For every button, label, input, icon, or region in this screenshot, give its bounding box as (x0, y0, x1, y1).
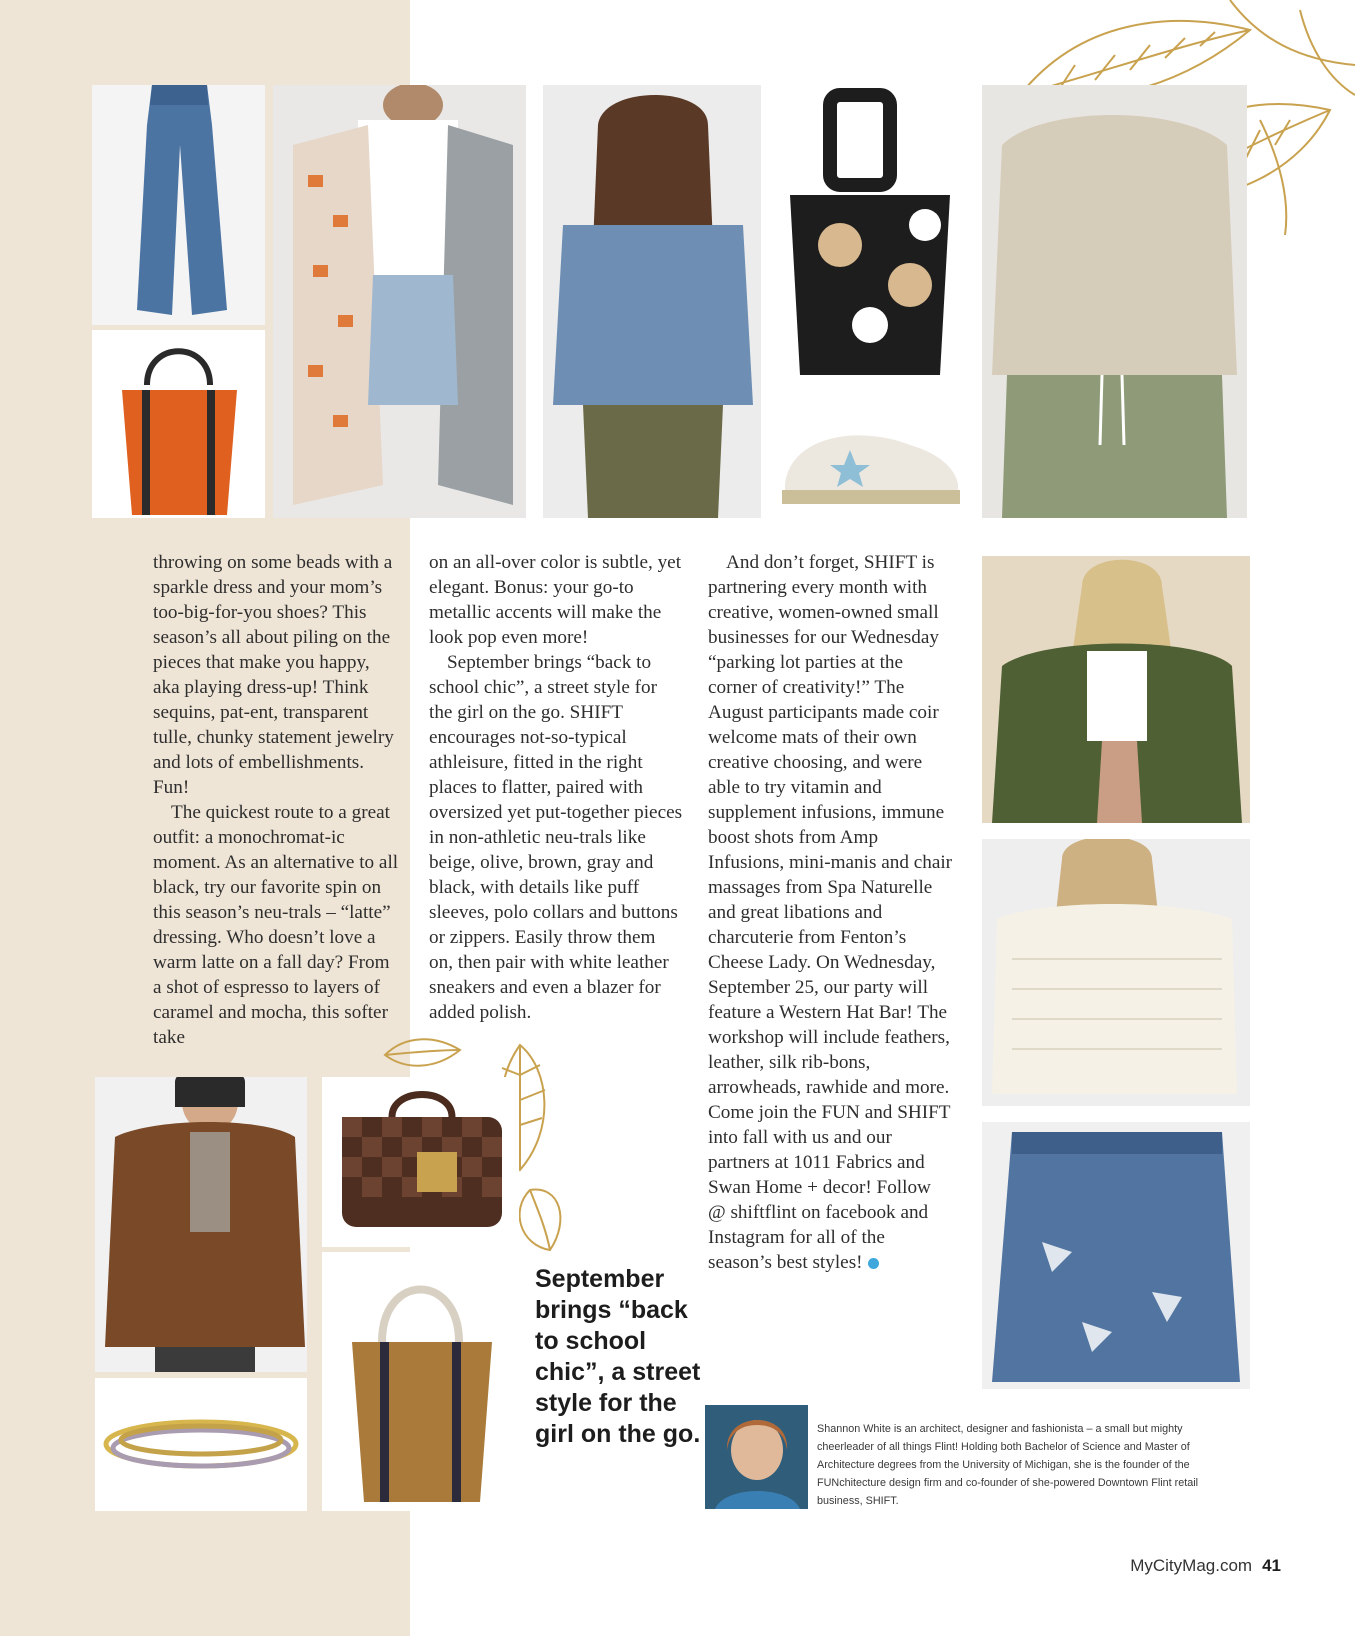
photo-floral-knit-bag (770, 85, 968, 390)
page-footer (1130, 1556, 1281, 1576)
photo-checkered-makeup-bag (322, 1077, 519, 1247)
article-paragraph: throwing on some beads with a sparkle dress and your mom’s too-big-for-you shoes? This season’s all about piling on the pieces that make you happy, aka playing dress-up! Think sequins, pat-ent, transparent tulle, chunky statement jewelry and lots of embellishments. Fun! (153, 552, 394, 798)
author-photo (705, 1405, 808, 1509)
article-column-3 (708, 550, 953, 1275)
photo-beaded-wrap-bracelet (95, 1378, 307, 1511)
photo-cream-knit-cardigan (982, 839, 1250, 1106)
article-paragraph-text: And don’t forget, SHIFT is partnering every month with creative, women-owned small businesses for our Wednesday “parking lot parties at the corner of creativity!” The August participants made coir welcome mats of their own creative choosing, and were able to try vitamin and supplement infusions, immune boost shots from Amp Infusions, mini-manis and chair massages from Spa Naturelle and great libations and charcuterie from Fenton’s Cheese Lady. On Wednesday, September 25, our party will feature a Western Hat Bar! The workshop will include feathers, leather, silk rib-bons, arrowheads, rawhide and more. Come join the FUN and SHIFT into fall with us and our partners at 1011 Fabrics and Swan Home + decor! Follow @ shiftflint on facebook and Instagram for all of the season’s best styles! (708, 552, 953, 1273)
photo-distressed-denim-skirt (982, 1122, 1250, 1389)
article-paragraph: September brings “back to school chic”, a street style for the girl on the go. SHIFT encourages not-so-typical athleisure, fitted in the right places to flatter, paired with oversized yet put-together pieces in non-athletic neu-trals like beige, olive, brown, gray and black, with details like puff sleeves, polo collars and buttons or zippers. Easily throw them on, then pair with white leather sneakers and even a blazer for added polish. (429, 652, 683, 1023)
article-column-2 (429, 550, 684, 1025)
photo-orange-suede-tote (92, 330, 265, 518)
photo-tan-suede-tote (322, 1252, 519, 1511)
pull-quote: September brings “back to school chic”, a street style for the girl on the go. (535, 1265, 701, 1448)
photo-olive-sherpa-jacket (982, 556, 1250, 823)
page-number: 41 (1262, 1556, 1281, 1575)
author-bio: Shannon White is an architect, designer and fashionista – a small but mighty cheerleader of all things Flint! Holding both Bachelor of Science and Master of Architecture degrees from the University of Michigan, she is the founder of the FUNchitecture design firm and co-founder of she-powered Downtown Flint retail business, SHIFT. (817, 1423, 1199, 1507)
photo-fuzzy-sweater-joggers (982, 85, 1247, 518)
photo-denim-wrap-shirt (543, 85, 761, 518)
photo-wide-leg-jeans (92, 85, 265, 325)
article-paragraph: The quickest route to a great outfit: a monochromat-ic moment. As an alternative to all black, try our favorite spin on this season’s neu-trals – “latte” dressing. Who doesn’t love a warm latte on a fall day? From a shot of espresso to layers of caramel and mocha, this softer take (153, 802, 399, 1048)
article-paragraph: on an all-over color is subtle, yet elegant. Bonus: your go-to metallic accents will make the look pop even more! (429, 552, 682, 648)
photo-brown-corduroy-jacket (95, 1077, 307, 1372)
photo-aztec-cardigan-outfit (273, 85, 526, 518)
photo-star-sneaker (770, 395, 968, 518)
footer-site: MyCityMag.com (1130, 1556, 1253, 1575)
article-paragraph (708, 550, 953, 1275)
article-column-1 (153, 550, 400, 1050)
end-bullet-icon (868, 1258, 879, 1269)
